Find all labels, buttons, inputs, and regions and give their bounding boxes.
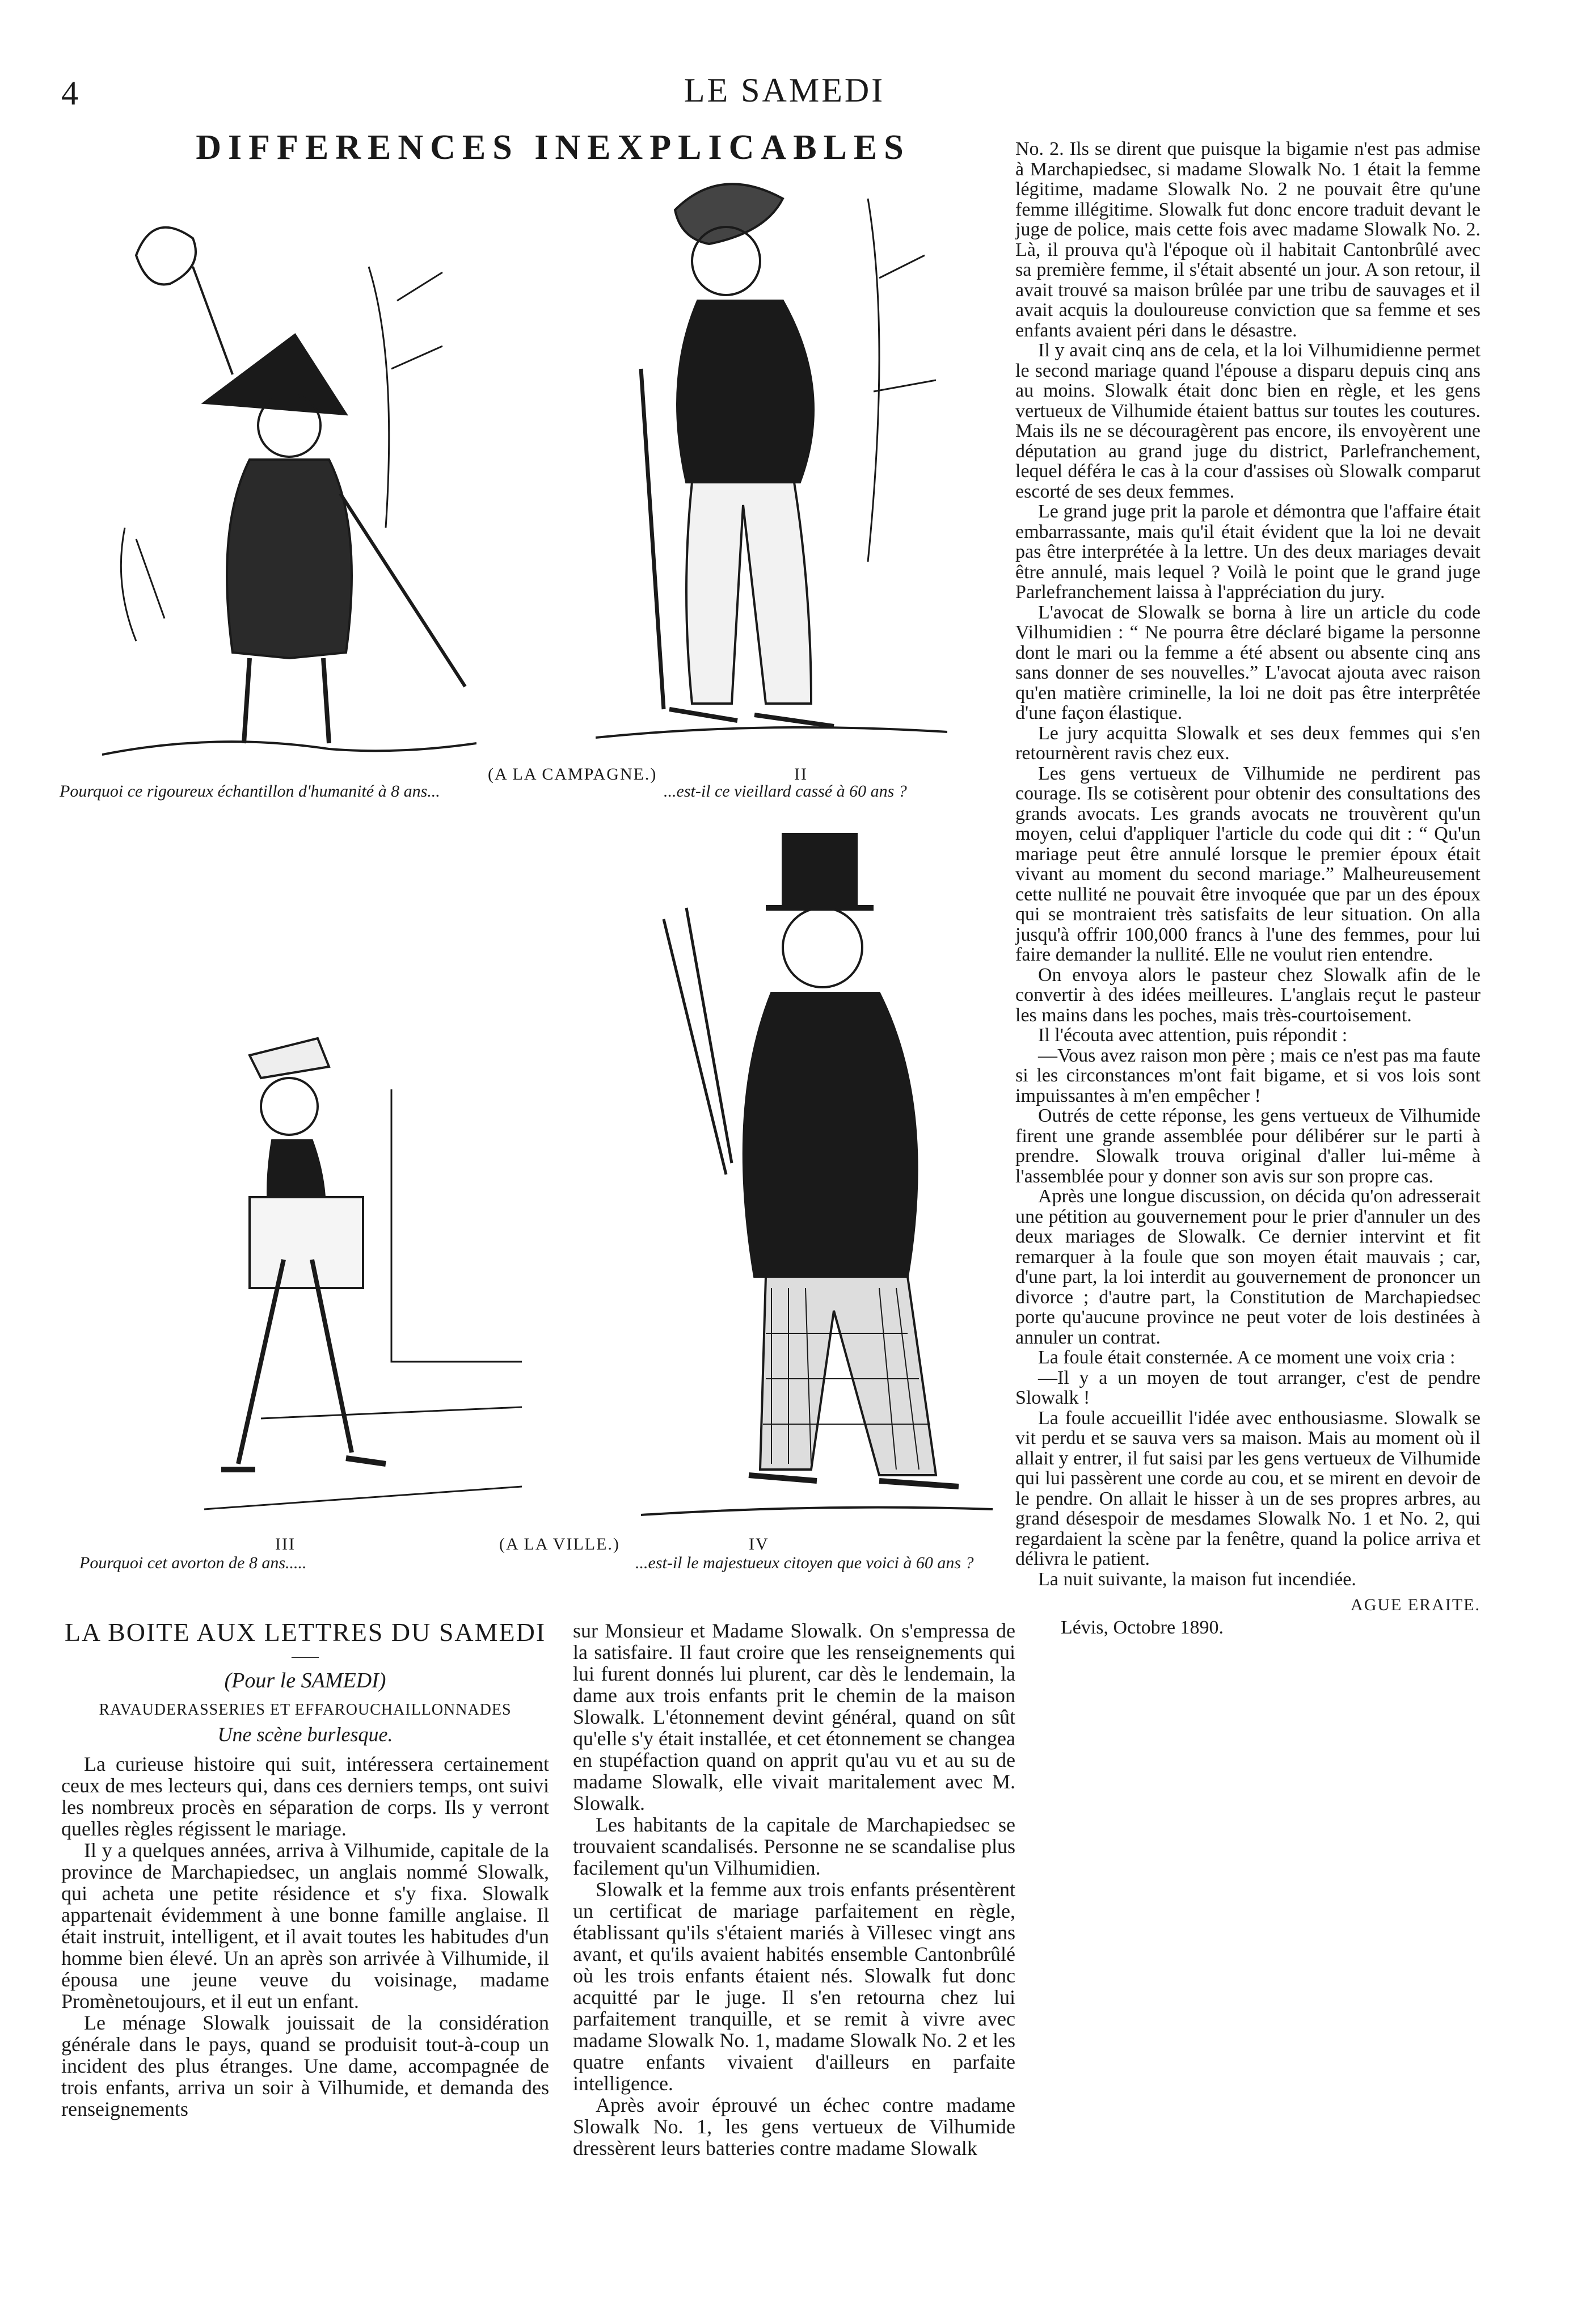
paragraph: Slowalk et la femme aux trois enfants présentèrent un certificat de mariage parfaitement en règle, établissant qu'ils s'étaient mariés à Villesec vingt ans avant, et qu'ils avaient habités ensemble Cantonbrûlé où les trois enfants étaient nés. Slowalk fut donc acquitté par le juge. Il s'en retourna chez lui parfaitement tranquille, et se remit à vivre avec madame Slowalk No. 1, madame Slowalk No. 2 et les quatre enfants vivaient d'ailleurs en parfaite intelligence. bbox=[573, 1878, 1015, 2095]
paragraph: Les gens vertueux de Vilhumide ne perdirent pas courage. Ils se cotisèrent pour obtenir des consultations des grands avocats. Les grands avocats ne trouvèrent qu'un moyen, celui d'appliquer l'article du code qui dit : “ Qu'un mariage peut être annulé lorsque le premier époux était vivant au moment du second mariage.” Malheureusement cette nullité ne pouvait être invoquée que par un des époux qui se montraient très satisfaits de leur situation. On alla jusqu'à offrir 100,000 francs à l'une des femmes, pour lui faire demander la nullité. Elle ne voulut rien entendre. bbox=[1015, 763, 1481, 965]
paragraph: Le grand juge prit la parole et démontra que l'affaire était embarrassante, mais qu'il était évident que la loi ne devait pas être interprétée à la lettre. Un des deux mariages devait être annulé, mais lequel ? Voilà le point que le grand juge Parlefranchement laissa à l'appréciation du jury. bbox=[1015, 501, 1481, 603]
paragraph: La foule était consternée. A ce moment une voix cria : bbox=[1038, 1347, 1456, 1368]
article-byline: (Pour le SAMEDI) bbox=[224, 1669, 386, 1693]
cartoon-panel-3-illustration bbox=[204, 1021, 522, 1521]
paragraph: L'avocat de Slowalk se borna à lire un article du code Vilhumidien : “ Ne pourra être déclaré bigame la personne dont le mari ou la femme a été absent ou absente cinq ans sans donner de ses nouvelles.” L'avocat ajouta avec raison qu'en matière criminelle, la loi ne doit pas être interprêtée d'une façon élastique. bbox=[1015, 601, 1481, 723]
label-a-la-campagne: (A LA CAMPAGNE.) bbox=[488, 765, 657, 784]
masthead: LE SAMEDI bbox=[684, 71, 885, 109]
paragraph: Le jury acquitta Slowalk et ses deux femmes qui s'en retournèrent ravis chez eux. bbox=[1015, 722, 1481, 764]
heading-rule: —— bbox=[292, 1649, 319, 1664]
article-column-1 bbox=[61, 1617, 549, 2120]
paragraph: Il l'écouta avec attention, puis répondit : bbox=[1038, 1025, 1348, 1046]
paragraph: La foule accueillit l'idée avec enthousiasme. Slowalk se vit perdu et se sauva vers sa maison. Mais au moment où il allait y entrer, il fut saisi par les gens vertueux de Vilhumide qui lui passèrent une corde au cou, et se mirent en devoir de le pendre. On allait le hisser à un de ses propres arbres, au grand désespoir de mesdames Slowalk No. 1 et No. 2, qui regardaient la scène par la fenêtre, quand la police arriva et délivra le patient. bbox=[1015, 1407, 1481, 1569]
paragraph: Après avoir éprouvé un échec contre madame Slowalk No. 1, les gens vertueux de Vilhumide dressèrent leurs batteries contre madame Slowalk bbox=[573, 2094, 1015, 2159]
cartoon-panel-2-illustration bbox=[596, 165, 947, 755]
panel-3-caption: Pourquoi cet avorton de 8 ans..... bbox=[79, 1553, 307, 1572]
cartoon-panel-1-illustration bbox=[102, 187, 476, 766]
article-subtitle: Une scène burlesque. bbox=[217, 1723, 393, 1746]
paragraph: Les habitants de la capitale de Marchapiedsec se trouvaient scandalisés. Personne ne se scandalise plus facilement qu'un Vilhumidien. bbox=[573, 1813, 1015, 1879]
paragraph: Outrés de cette réponse, les gens vertueux de Vilhumide firent une grande assemblée pour délibérer sur le parti à prendre. Slowalk trouva original d'aller lui-même à l'assemblée pour y donner son avis sur son propre cas. bbox=[1015, 1105, 1481, 1187]
paragraph: La curieuse histoire qui suit, intéressera certainement ceux de mes lecteurs qui, dans ces derniers temps, ont suivi les nombreux procès en séparation de corps. Ils y verront quelles règles régissent le mariage. bbox=[61, 1753, 549, 1840]
panel-2-caption: ...est-il ce vieillard cassé à 60 ans ? bbox=[664, 782, 907, 801]
panel-4-numeral: IV bbox=[749, 1535, 769, 1553]
page-number: 4 bbox=[61, 74, 78, 112]
cartoon-title: DIFFERENCES INEXPLICABLES bbox=[196, 128, 910, 167]
panel-1-caption: Pourquoi ce rigoureux échantillon d'humanité à 8 ans... bbox=[60, 782, 440, 801]
paragraph: Il y a quelques années, arriva à Vilhumide, capitale de la province de Marchapiedsec, un anglais nommé Slowalk, qui acheta une petite résidence et s'y fixa. Slowalk appartenait évidemment à une bonne famille anglaise. Il était instruit, intelligent, et il avait toutes les habitudes d'un homme bien élevé. Un an après son arrivée à Vilhumide, il épousa une jeune veuve du voisinage, madame Promènetoujours, et il eut un enfant. bbox=[61, 1839, 549, 2013]
cartoon-panel-4-illustration bbox=[641, 823, 993, 1532]
article-heading: LA BOITE AUX LETTRES DU SAMEDI bbox=[64, 1618, 546, 1647]
paragraph: —Vous avez raison mon père ; mais ce n'est pas ma faute si les circonstances m'ont fait bigame, et si vos lois sont impuissantes à m'en empêcher ! bbox=[1015, 1045, 1481, 1106]
paragraph: La nuit suivante, la maison fut incendiée. bbox=[1038, 1568, 1356, 1590]
article-subheading: RAVAUDERASSERIES ET EFFAROUCHAILLONNADES bbox=[99, 1701, 512, 1719]
paragraph: No. 2. Ils se dirent que puisque la bigamie n'est pas admise à Marchapiedsec, si madame Slowalk No. 1 était la femme légitime, madame Slowalk No. 2 ne pouvait être qu'une femme illégitime. Slowalk fut donc encore traduit devant le juge de police, mais cette fois avec madame Slowalk No. 2. Là, il prouva qu'à l'époque où il habitait Cantonbrûlé avec sa première femme, il s'était absenté un jour. A son retour, il avait trouvé sa maison brûlée par une tribu de sauvages et il avait acquis la douloureuse conviction que sa femme et ses enfants avaient péri dans le désastre. bbox=[1015, 138, 1481, 341]
panel-4-caption: ...est-il le majestueux citoyen que voici à 60 ans ? bbox=[635, 1553, 974, 1572]
paragraph: Après une longue discussion, on décida qu'on adresserait une pétition au gouvernement pour le prier d'annuler un des deux mariages de Slowalk. Ce dernier intervint et fit remarquer à la foule que son moyen était mauvais ; car, d'une part, la loi interdit au gouvernement de prononcer un divorce ; d'autre part, la Constitution de Marchapiedsec porte qu'aucune province ne peut voter de lois destinées à annuler un contrat. bbox=[1015, 1186, 1481, 1348]
article-column-3 bbox=[1015, 139, 1481, 1637]
signature: AGUE ERAITE. bbox=[1351, 1595, 1481, 1614]
paragraph: sur Monsieur et Madame Slowalk. On s'empressa de la satisfaire. Il faut croire que les renseignements qui lui furent donnés lui plurent, car dès le lendemain, la dame aux trois enfants prit le chemin de la maison Slowalk. L'étonnement devint général, quand on sût qu'elle s'y était installée, et cet étonnement se changea en stupéfaction quand on apprit qu'au vu et au su de madame Slowalk, elle vivait maritalement avec M. Slowalk. bbox=[573, 1619, 1015, 1814]
paragraph: Il y avait cinq ans de cela, et la loi Vilhumidienne permet le second mariage quand l'épouse a disparu depuis cinq ans au moins. Slowalk était donc bien en règle, et les gens vertueux de Vilhumide étaient battus sur toutes les coutures. Mais ils ne se découragèrent pas encore, ils envoyèrent une députation au grand juge du district, Parlefranchement, lequel déféra le cas à la cour d'assises où Slowalk comparut escorté de ses deux femmes. bbox=[1015, 340, 1481, 502]
paragraph: Le ménage Slowalk jouissait de la considération générale dans le pays, quand se produisit tout-à-coup un incident des plus étranges. Une dame, accompagnée de trois enfants, arriva un soir à Vilhumide, et demanda des renseignements bbox=[61, 2011, 549, 2120]
place-date: Lévis, Octobre 1890. bbox=[1061, 1616, 1224, 1638]
paragraph: On envoya alors le pasteur chez Slowalk afin de le convertir à des idées meilleures. L'anglais reçut le pasteur les mains dans les poches, mais très-courtoisement. bbox=[1015, 964, 1481, 1026]
panel-2-numeral: II bbox=[794, 765, 808, 784]
article-column-2 bbox=[573, 1620, 1015, 2159]
paragraph: —Il y a un moyen de tout arranger, c'est de pendre Slowalk ! bbox=[1015, 1367, 1481, 1408]
label-a-la-ville: (A LA VILLE.) bbox=[499, 1535, 620, 1553]
panel-3-numeral: III bbox=[275, 1535, 296, 1553]
